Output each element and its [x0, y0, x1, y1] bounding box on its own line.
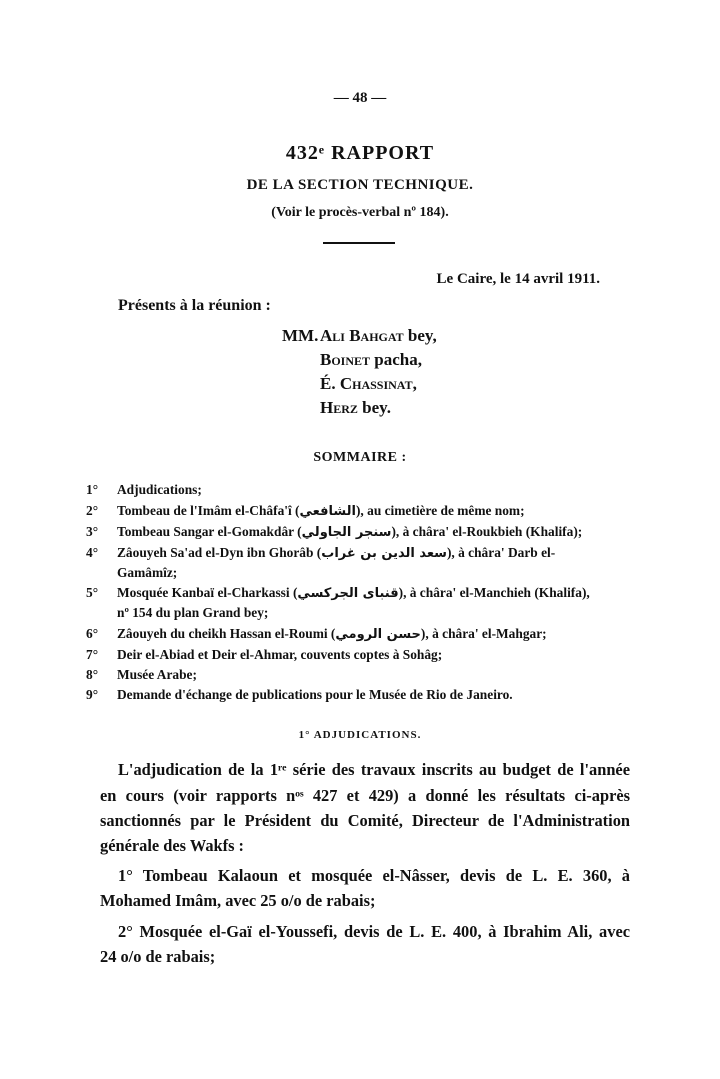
summary-heading: SOMMAIRE : [313, 450, 407, 465]
summary-item: 5° Mosquée Kanbaï el-Charkassi (قنباى الجركسي), à châra' el-Manchieh (Khalifa), [86, 585, 590, 601]
attendee: Boinet pacha, [320, 350, 422, 369]
report-title: 432ᵉ RAPPORT [285, 142, 435, 164]
attendee: Herz bey. [320, 398, 391, 417]
summary-item: 2° Tombeau de l'Imâm el-Châfa'î (الشافعي), au cimetière de même nom; [86, 503, 525, 519]
paragraph-line: L'adjudication de la 1ʳᵉ série des travaux inscrits au budget de l'année [118, 760, 630, 779]
attendance-label: Présents à la réunion : [118, 297, 271, 314]
attendee: Ali Bahgat bey, [320, 326, 437, 345]
meeting-date: Le Caire, le 14 avril 1911. [436, 271, 600, 287]
summary-item: 1° Adjudications; [86, 482, 202, 497]
summary-item: 4° Zâouyeh Sa'ad el-Dyn ibn Ghorâb (سعد الدين بن غراب), à châra' Darb el- [86, 545, 556, 561]
paragraph-line: Mohamed Imâm, avec 25 o/o de rabais; [100, 891, 376, 910]
summary-item-continuation: Gamâmîz; [117, 565, 178, 580]
summary-item: 9° Demande d'échange de publications pour le Musée de Rio de Janeiro. [86, 687, 513, 702]
summary-item: 6° Zâouyeh du cheikh Hassan el-Roumi (حسن الرومي), à châra' el-Mahgar; [86, 626, 547, 642]
paragraph-line: 1° Tombeau Kalaoun et mosquée el-Nâsser, devis de L. E. 360, à [118, 866, 630, 885]
paragraph-line: 24 o/o de rabais; [100, 947, 216, 966]
summary-item: 8° Musée Arabe; [86, 667, 197, 682]
report-reference: (Voir le procès-verbal nº 184). [271, 205, 449, 220]
title-divider [323, 242, 395, 244]
report-subtitle: DE LA SECTION TECHNIQUE. [246, 177, 474, 193]
paragraph-line: en cours (voir rapports nᵒˢ 427 et 429) a donné les résultats ci-après [100, 786, 630, 805]
paragraph-line: sanctionnés par le Président du Comité, Directeur de l'Administration [100, 811, 630, 830]
summary-item-continuation: nº 154 du plan Grand bey; [117, 605, 269, 620]
attendance-prefix: MM. [282, 326, 319, 345]
summary-item: 7° Deir el-Abiad et Deir el-Ahmar, couvents coptes à Sohâg; [86, 647, 443, 662]
paragraph-line: 2° Mosquée el-Gaï el-Youssefi, devis de L. E. 400, à Ibrahim Ali, avec [118, 922, 630, 941]
attendee: É. Chassinat, [320, 374, 417, 393]
section-heading: 1° ADJUDICATIONS. [298, 729, 422, 741]
summary-item: 3° Tombeau Sangar el-Gomakdâr (سنجر الجاولي), à châra' el-Roukbieh (Khalifa); [86, 524, 583, 540]
page-number: — 48 — [333, 90, 387, 106]
paragraph-line: générale des Wakfs : [100, 836, 245, 855]
